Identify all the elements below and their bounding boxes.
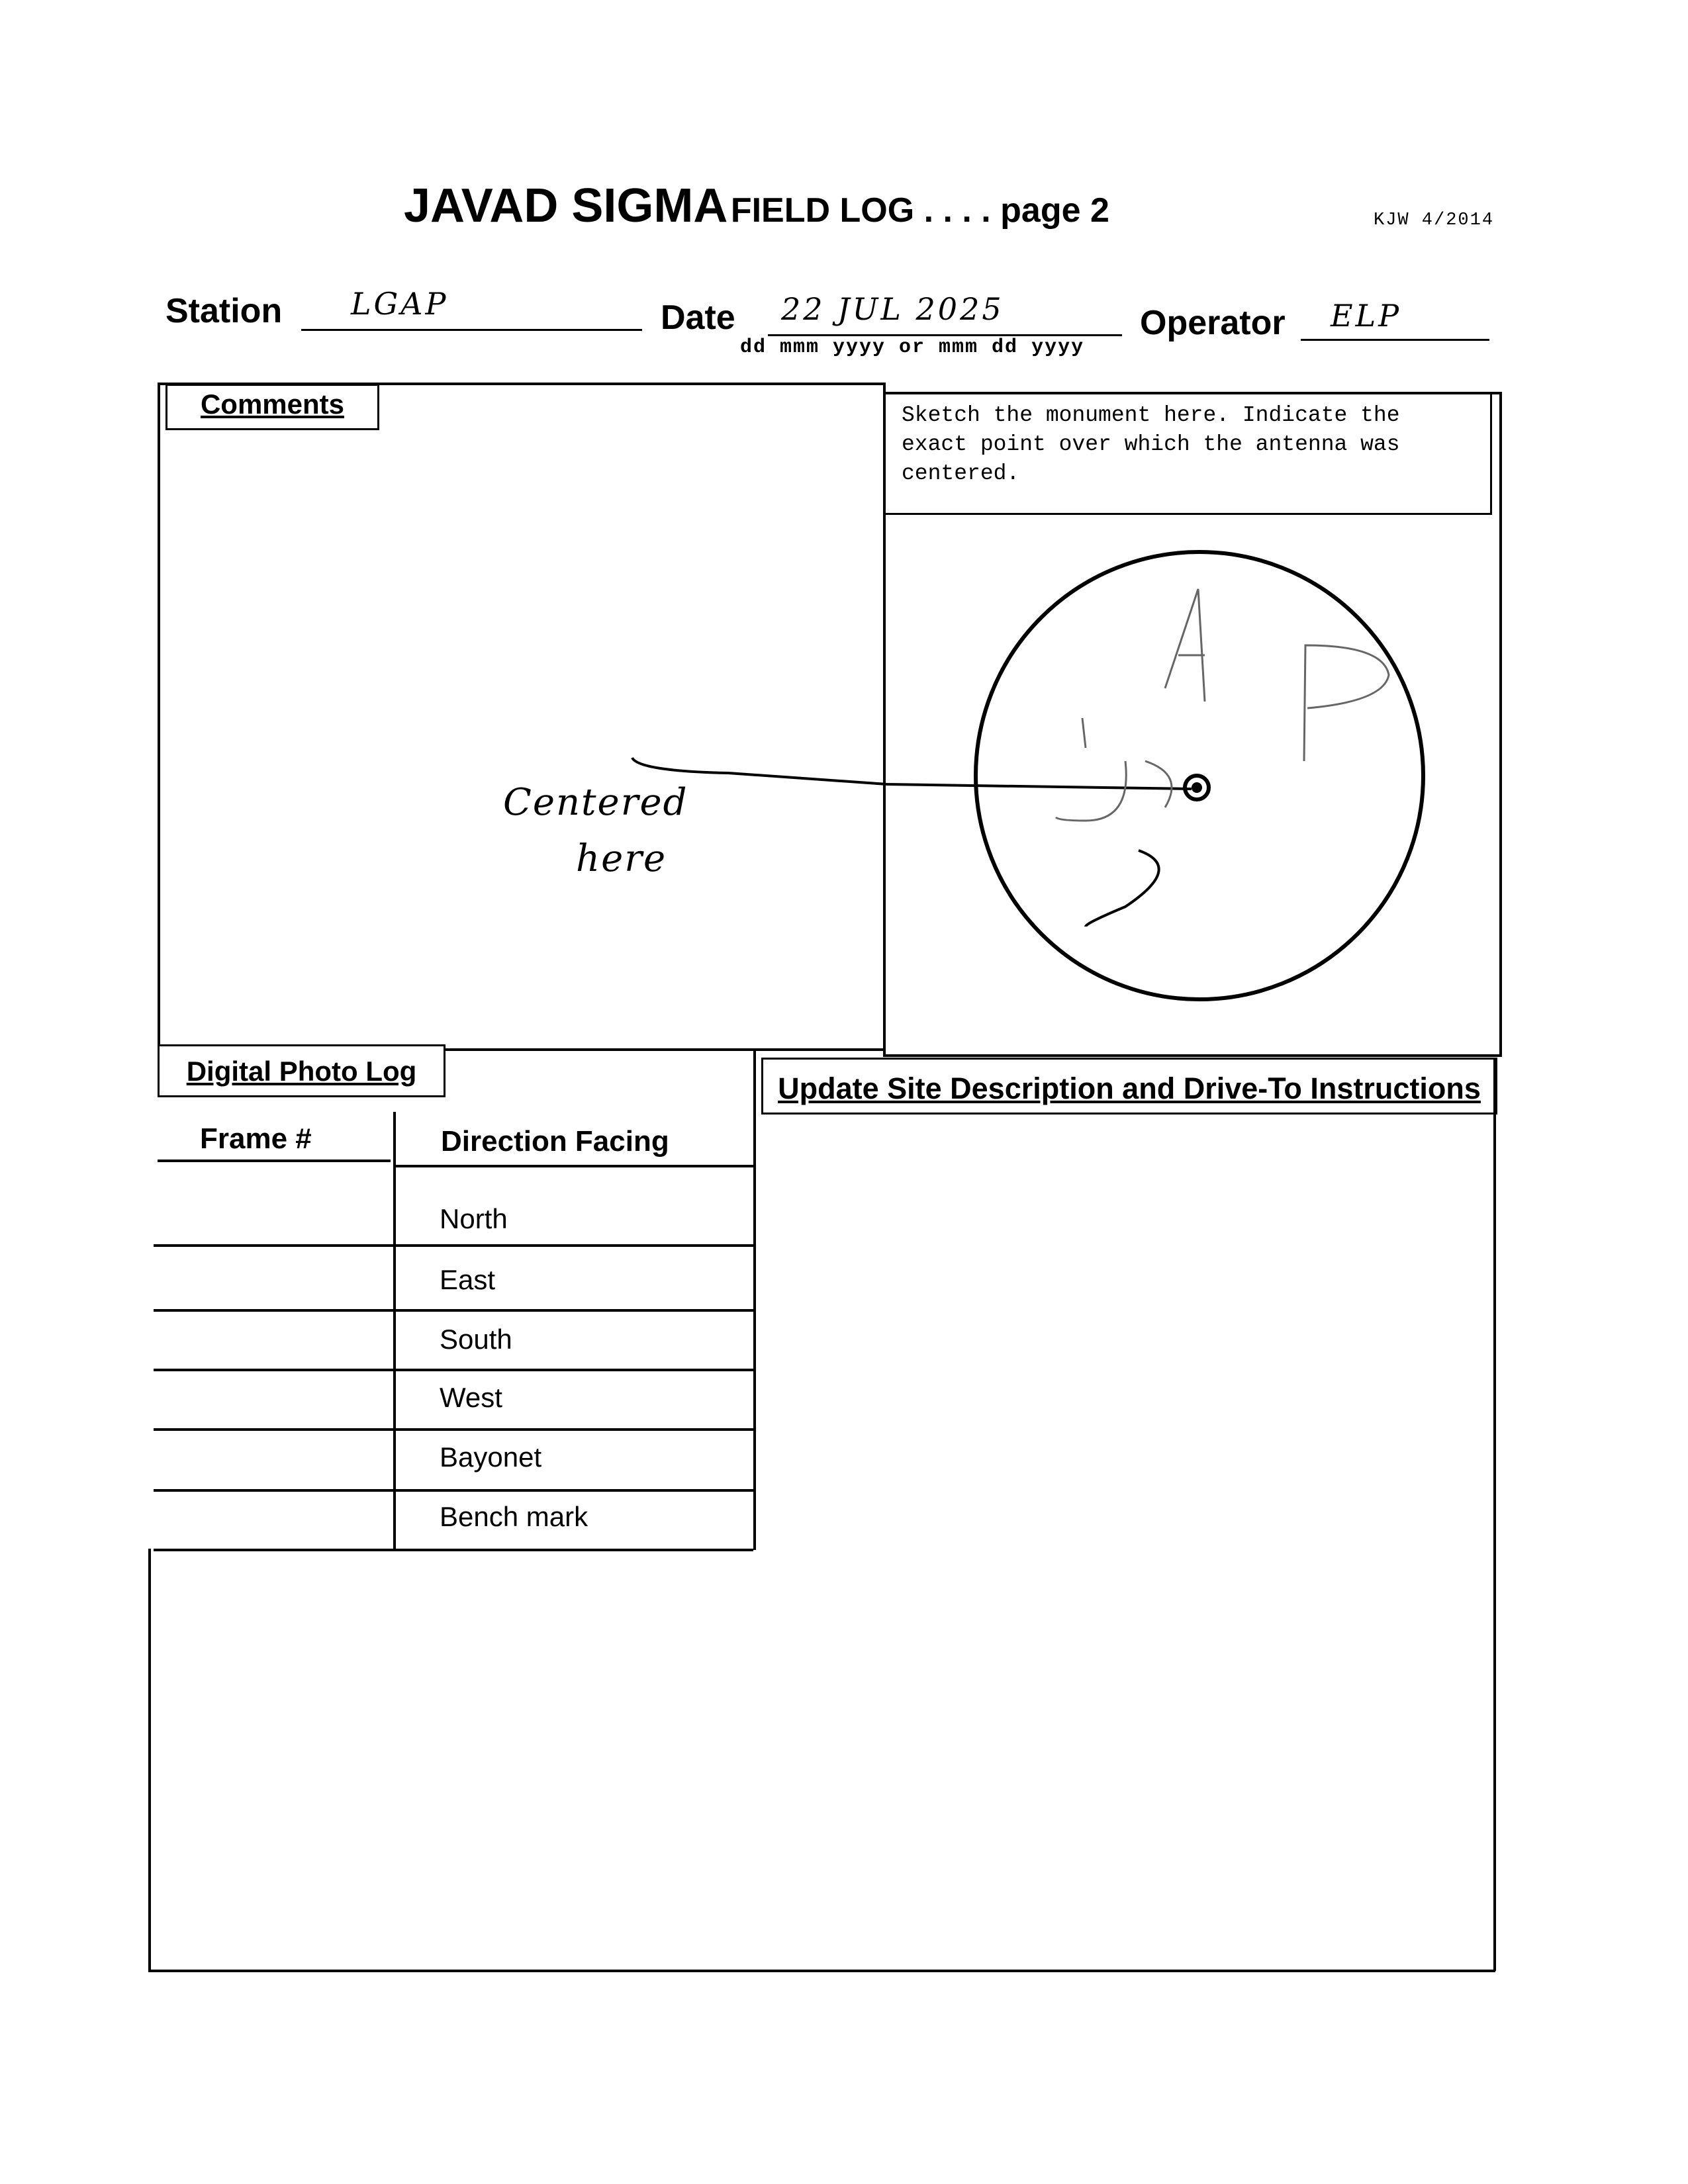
date-format-hint: dd mmm yyyy or mmm dd yyyy [740,336,1085,359]
date-label: Date [661,298,735,337]
operator-label: Operator [1140,304,1286,342]
sketch-letter-p [1304,645,1389,761]
table-row-direction: North [440,1203,508,1234]
site-description-heading: Update Site Description and Drive-To Instructions [761,1058,1497,1115]
station-label: Station [165,292,283,330]
sketch-instructions: Sketch the monument here. Indicate the exact point over which the antenna was centered. [902,403,1400,486]
table-row-direction: Bench mark [440,1501,588,1532]
station-value[interactable]: LGAP [351,286,449,322]
centered-note-line1: Centered [503,781,688,824]
centered-note-line2: here [576,837,667,880]
comments-heading: Comments [165,384,379,430]
col-direction-header: Direction Facing [441,1125,669,1158]
date-value[interactable]: 22 JUL 2025 [781,291,1004,327]
table-row-direction: West [440,1382,502,1413]
table-row-direction: South [440,1324,512,1355]
pointer-line [632,758,1192,789]
photo-log-heading: Digital Photo Log [158,1044,445,1097]
sketch-letter-a [1165,589,1205,702]
revision-tag: KJW 4/2014 [1374,210,1495,230]
title-rest: FIELD LOG . . . . page 2 [730,191,1109,230]
col-frame-header: Frame # [200,1122,312,1155]
table-row-direction: Bayonet [440,1441,542,1473]
title-bold: JAVAD SIGMA [404,179,728,232]
sketch-letters: AP [1152,635,1153,636]
table-row-direction: East [440,1264,496,1295]
operator-value[interactable]: ELP [1331,298,1402,334]
